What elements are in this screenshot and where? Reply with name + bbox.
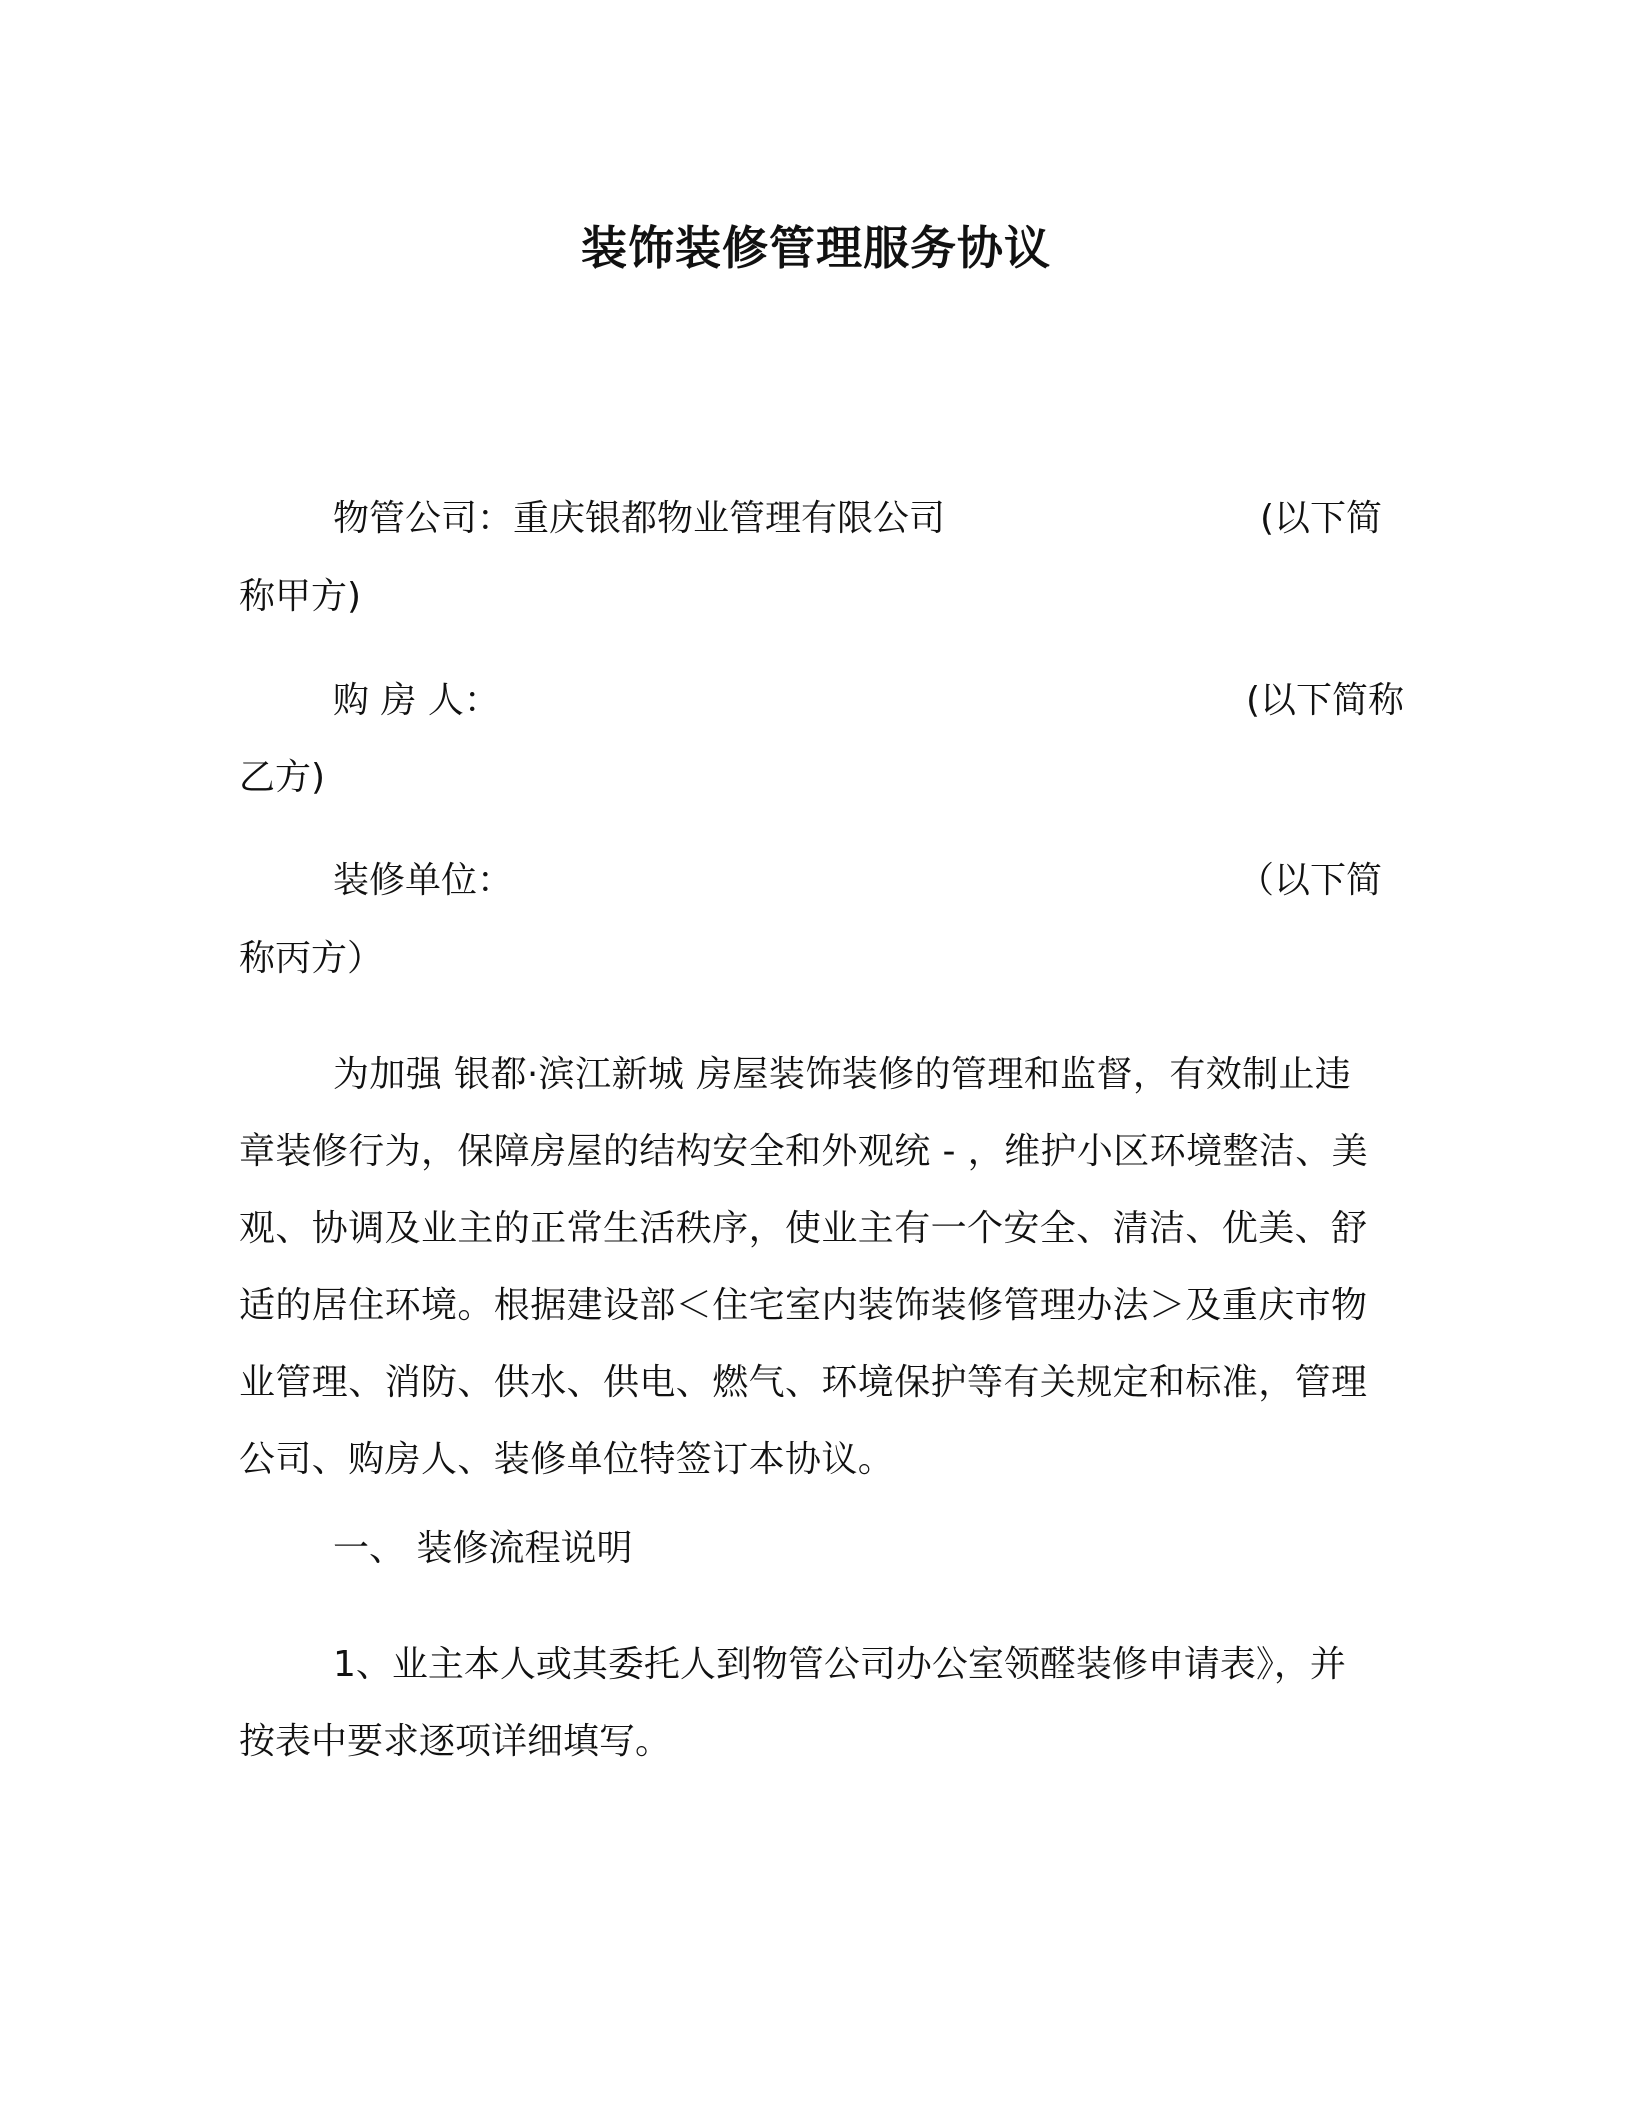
section-heading: 一、 装修流程说明 bbox=[333, 1528, 633, 1569]
party-a-suffix: (以下简 bbox=[1259, 498, 1382, 539]
item-1-paragraph: 1、业主本人或其委托人到物管公司办公室领醛装修申请表》，并按表中要求逐项详细填写。 bbox=[239, 1644, 1346, 1762]
party-b-label: 购 房 人： bbox=[333, 680, 500, 721]
party-a-label: 物管公司：重庆银都物业管理有限公司 bbox=[333, 498, 946, 539]
intro-paragraph: 为加强 银都·滨江新城 房屋装饰装修的管理和监督，有效制止违章装修行为，保障房屋的结构安全和外观统 - ，维护小区环境整洁、美观、协调及业主的正常生活秩序，使业主有一个安全、清洁、优美、舒适的居住环境。根据建设部＜住宅室内装饰装修管理办法＞及重庆市物业管理、消防、供水、供电、燃气、环境保护等有关规定和标准，管理公司、购房人、装修单位特签订本协议。 bbox=[239, 1054, 1369, 1480]
document-title: 装饰装修管理服务协议 bbox=[581, 221, 1051, 275]
party-a-continuation: 称甲方) bbox=[239, 576, 362, 617]
party-c-suffix: （以下简 bbox=[1237, 860, 1382, 901]
party-c-label: 装修单位： bbox=[333, 860, 514, 901]
party-c-continuation: 称丙方） bbox=[239, 938, 384, 979]
party-b-continuation: 乙方) bbox=[239, 757, 326, 798]
party-b-suffix: (以下简称 bbox=[1245, 680, 1404, 721]
